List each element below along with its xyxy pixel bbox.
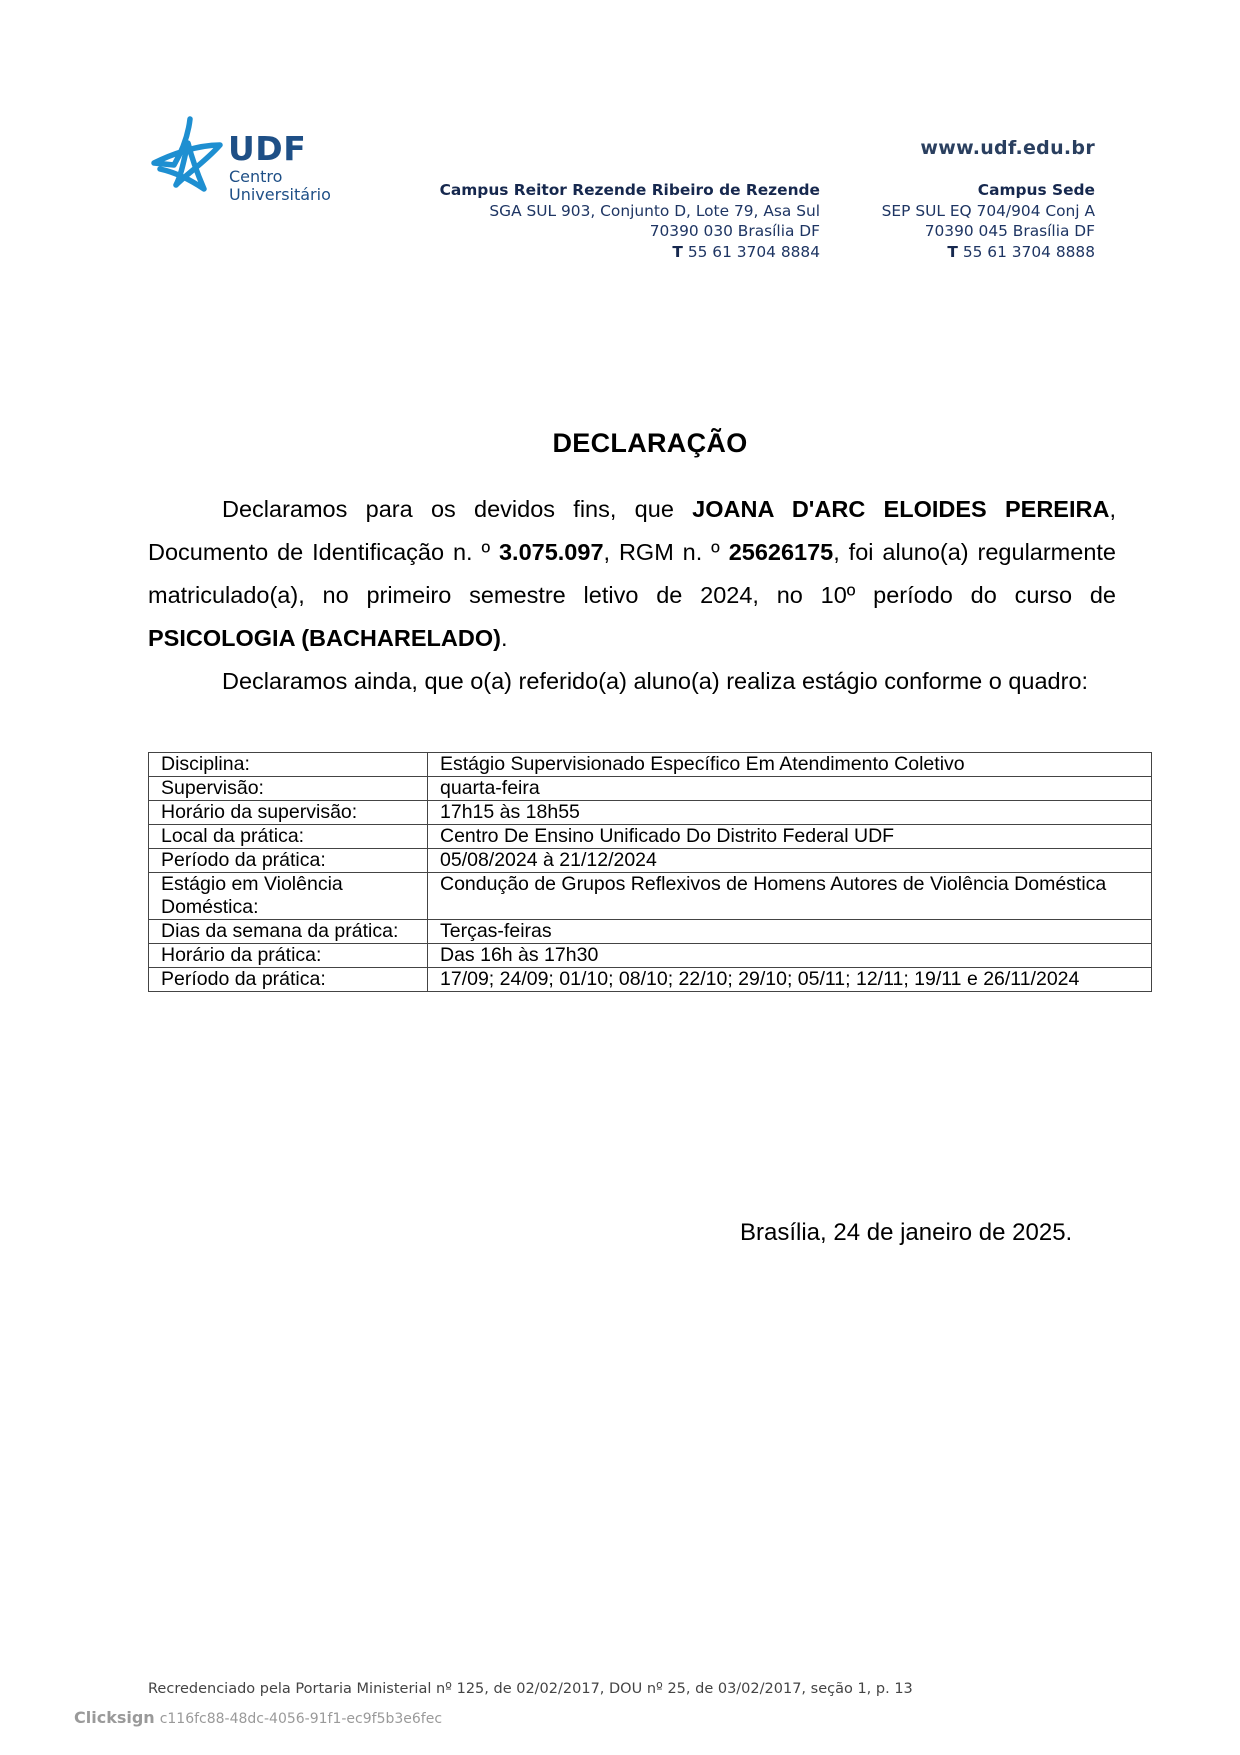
declaration-body [148, 488, 1116, 703]
table-row [149, 920, 1152, 944]
course-name: PSICOLOGIA (BACHARELADO) [148, 625, 501, 651]
paragraph-2: Declaramos ainda, que o(a) referido(a) aluno(a) realiza estágio conforme o quadro: [222, 668, 1089, 694]
table-value: Terças-feiras [428, 920, 1152, 944]
document-number: 3.075.097 [498, 539, 604, 565]
table-row [149, 944, 1152, 968]
logo-udf-text: UDF [228, 129, 307, 168]
logo-subtitle-1: Centro [229, 167, 283, 186]
rgm-number: 25626175 [728, 539, 834, 565]
table-label: Dias da semana da prática: [149, 920, 428, 944]
table-label: Horário da supervisão: [149, 801, 428, 825]
table-row [149, 801, 1152, 825]
table-label: Período da prática: [149, 849, 428, 873]
campus-reitor-address [440, 180, 820, 262]
table-row [149, 968, 1152, 992]
campus-address: SGA SUL 903, Conjunto D, Lote 79, Asa Sul [489, 201, 820, 220]
place-date: Brasília, 24 de janeiro de 2025. [740, 1219, 1073, 1246]
clicksign-brand: Clicksign [74, 1708, 155, 1727]
campus-city: 70390 045 Brasília DF [924, 222, 1095, 240]
document-title: DECLARAÇÃO [552, 428, 748, 458]
campus-name: Campus Sede [977, 181, 1095, 199]
campus-sede-address [882, 180, 1095, 262]
table-row [149, 873, 1152, 920]
student-name: JOANA D'ARC ELOIDES PEREIRA [692, 496, 1110, 522]
website-link[interactable]: www.udf.edu.br [920, 137, 1095, 159]
table-row [149, 753, 1152, 777]
logo-subtitle-2: Universitário [229, 185, 331, 204]
table-value: quarta-feira [428, 777, 1152, 801]
campus-phone: T 55 61 3704 8884 [672, 242, 820, 261]
campus-city: 70390 030 Brasília DF [649, 222, 820, 240]
table-row [149, 777, 1152, 801]
table-value: Centro De Ensino Unificado Do Distrito Federal UDF [428, 825, 1152, 849]
table-value: 05/08/2024 à 21/12/2024 [428, 849, 1152, 873]
table-label: Estágio em Violência Doméstica: [149, 873, 428, 920]
footer-accreditation: Recredenciado pela Portaria Ministerial nº 125, de 02/02/2017, DOU nº 25, de 03/02/2017, seção 1, p. 13 [148, 1681, 913, 1697]
table-label: Disciplina: [149, 753, 428, 777]
table-row [149, 849, 1152, 873]
table-value: Das 16h às 17h30 [428, 944, 1152, 968]
star-logo-icon [148, 115, 228, 200]
campus-name: Campus Reitor Rezende Ribeiro de Rezende [439, 181, 820, 199]
table-value: Estágio Supervisionado Específico Em Atendimento Coletivo [428, 753, 1152, 777]
table-label: Local da prática: [149, 825, 428, 849]
table-value: Condução de Grupos Reflexivos de Homens Autores de Violência Doméstica [428, 873, 1152, 920]
table-row [149, 825, 1152, 849]
campus-phone: T 55 61 3704 8888 [947, 242, 1095, 261]
clicksign-hash: c116fc88-48dc-4056-91f1-ec9f5b3e6fec [159, 1711, 443, 1727]
table-label: Período da prática: [149, 968, 428, 992]
table-value: 17h15 às 18h55 [428, 801, 1152, 825]
table-label: Supervisão: [149, 777, 428, 801]
table-label: Horário da prática: [149, 944, 428, 968]
clicksign-watermark [74, 1708, 442, 1727]
campus-address: SEP SUL EQ 704/904 Conj A [881, 201, 1095, 220]
udf-logo [148, 115, 338, 210]
table-value: 17/09; 24/09; 01/10; 08/10; 22/10; 29/10; 05/11; 12/11; 19/11 e 26/11/2024 [428, 968, 1152, 992]
paragraph-1: Declaramos para os devidos fins, que JOANA D'ARC ELOIDES PEREIRA, Documento de Identificação n. º 3.075.097, RGM n. º 25626175, foi aluno(a) regularmente matriculado(a), no primeiro semestre letivo de 2024, no 10º período do curso de PSICOLOGIA (BACHARELADO). [148, 496, 1116, 651]
internship-table [148, 752, 1152, 992]
